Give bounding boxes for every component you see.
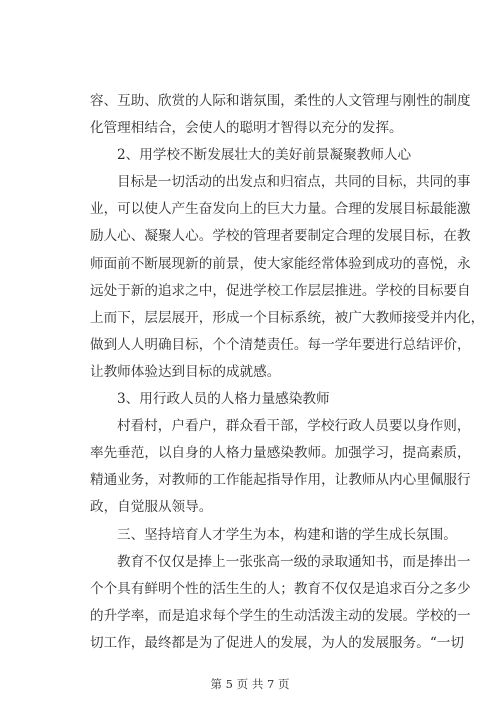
section-heading: 2、用学校不断发展壮大的美好前景凝聚教师人心	[117, 147, 412, 164]
paragraph-line: 目标是一切活动的出发点和归宿点，共同的目标，共同的事	[117, 174, 471, 191]
paragraph-line: 个个具有鲜明个性的活生生的人；教育不仅仅是追求百分之多少	[90, 580, 471, 597]
paragraph-line: 做到人人明确目标，个个清楚责任。每一学年要进行总结评价，	[90, 336, 471, 353]
paragraph-line: 的升学率，而是追求每个学生的生动活泼主动的发展。学校的一	[90, 607, 471, 624]
paragraph-line: 化管理相结合，会使人的聪明才智得以充分的发挥。	[90, 120, 403, 137]
paragraph-line: 容、互助、欣赏的人际和谐氛围，柔性的人文管理与刚性的制度	[90, 93, 471, 109]
paragraph-line: 率先垂范，以自身的人格力量感染教师。加强学习，提高素质，	[90, 445, 471, 462]
paragraph-line: 切工作，最终都是为了促进人的发展，为人的发展服务。“一切	[90, 634, 464, 651]
paragraph-line: 政，自觉服从领导。	[90, 499, 213, 516]
paragraph-line: 远处于新的追求之中，促进学校工作层层推进。学校的目标要自	[90, 282, 471, 299]
paragraph-line: 励人心、凝聚人心。学校的管理者要制定合理的发展目标，在教	[90, 228, 471, 245]
paragraph-line: 上而下，层层展开，形成一个目标系统，被广大教师接受并内化，	[90, 309, 485, 326]
paragraph	[90, 169, 485, 386]
paragraph-line: 师面前不断展现新的前景，使大家能经常体验到成功的喜悦，永	[90, 255, 471, 272]
paragraph-line: 教育不仅仅是捧上一张张高一级的录取通知书，而是捧出一	[117, 553, 471, 570]
paragraph-line: 业，可以使人产生奋发向上的巨大力量。合理的发展目标最能激	[90, 201, 471, 218]
section-heading: 三、坚持培育人才学生为本，构建和谐的学生成长氛围。	[117, 526, 457, 543]
section-heading: 3、用行政人员的人格力量感染教师	[117, 391, 330, 408]
paragraph	[90, 88, 471, 142]
page-number-footer: 第 5 页 共 7 页	[210, 677, 290, 691]
paragraph	[90, 549, 471, 657]
paragraph-line: 精通业务，对教师的工作能起指导作用，让教师从内心里佩服行	[90, 472, 471, 489]
paragraph	[90, 413, 471, 521]
paragraph-line: 让教师体验达到目标的成就感。	[90, 363, 281, 380]
paragraph-line: 村看村，户看户，群众看干部，学校行政人员要以身作则，	[117, 418, 471, 435]
document-body	[90, 88, 485, 657]
